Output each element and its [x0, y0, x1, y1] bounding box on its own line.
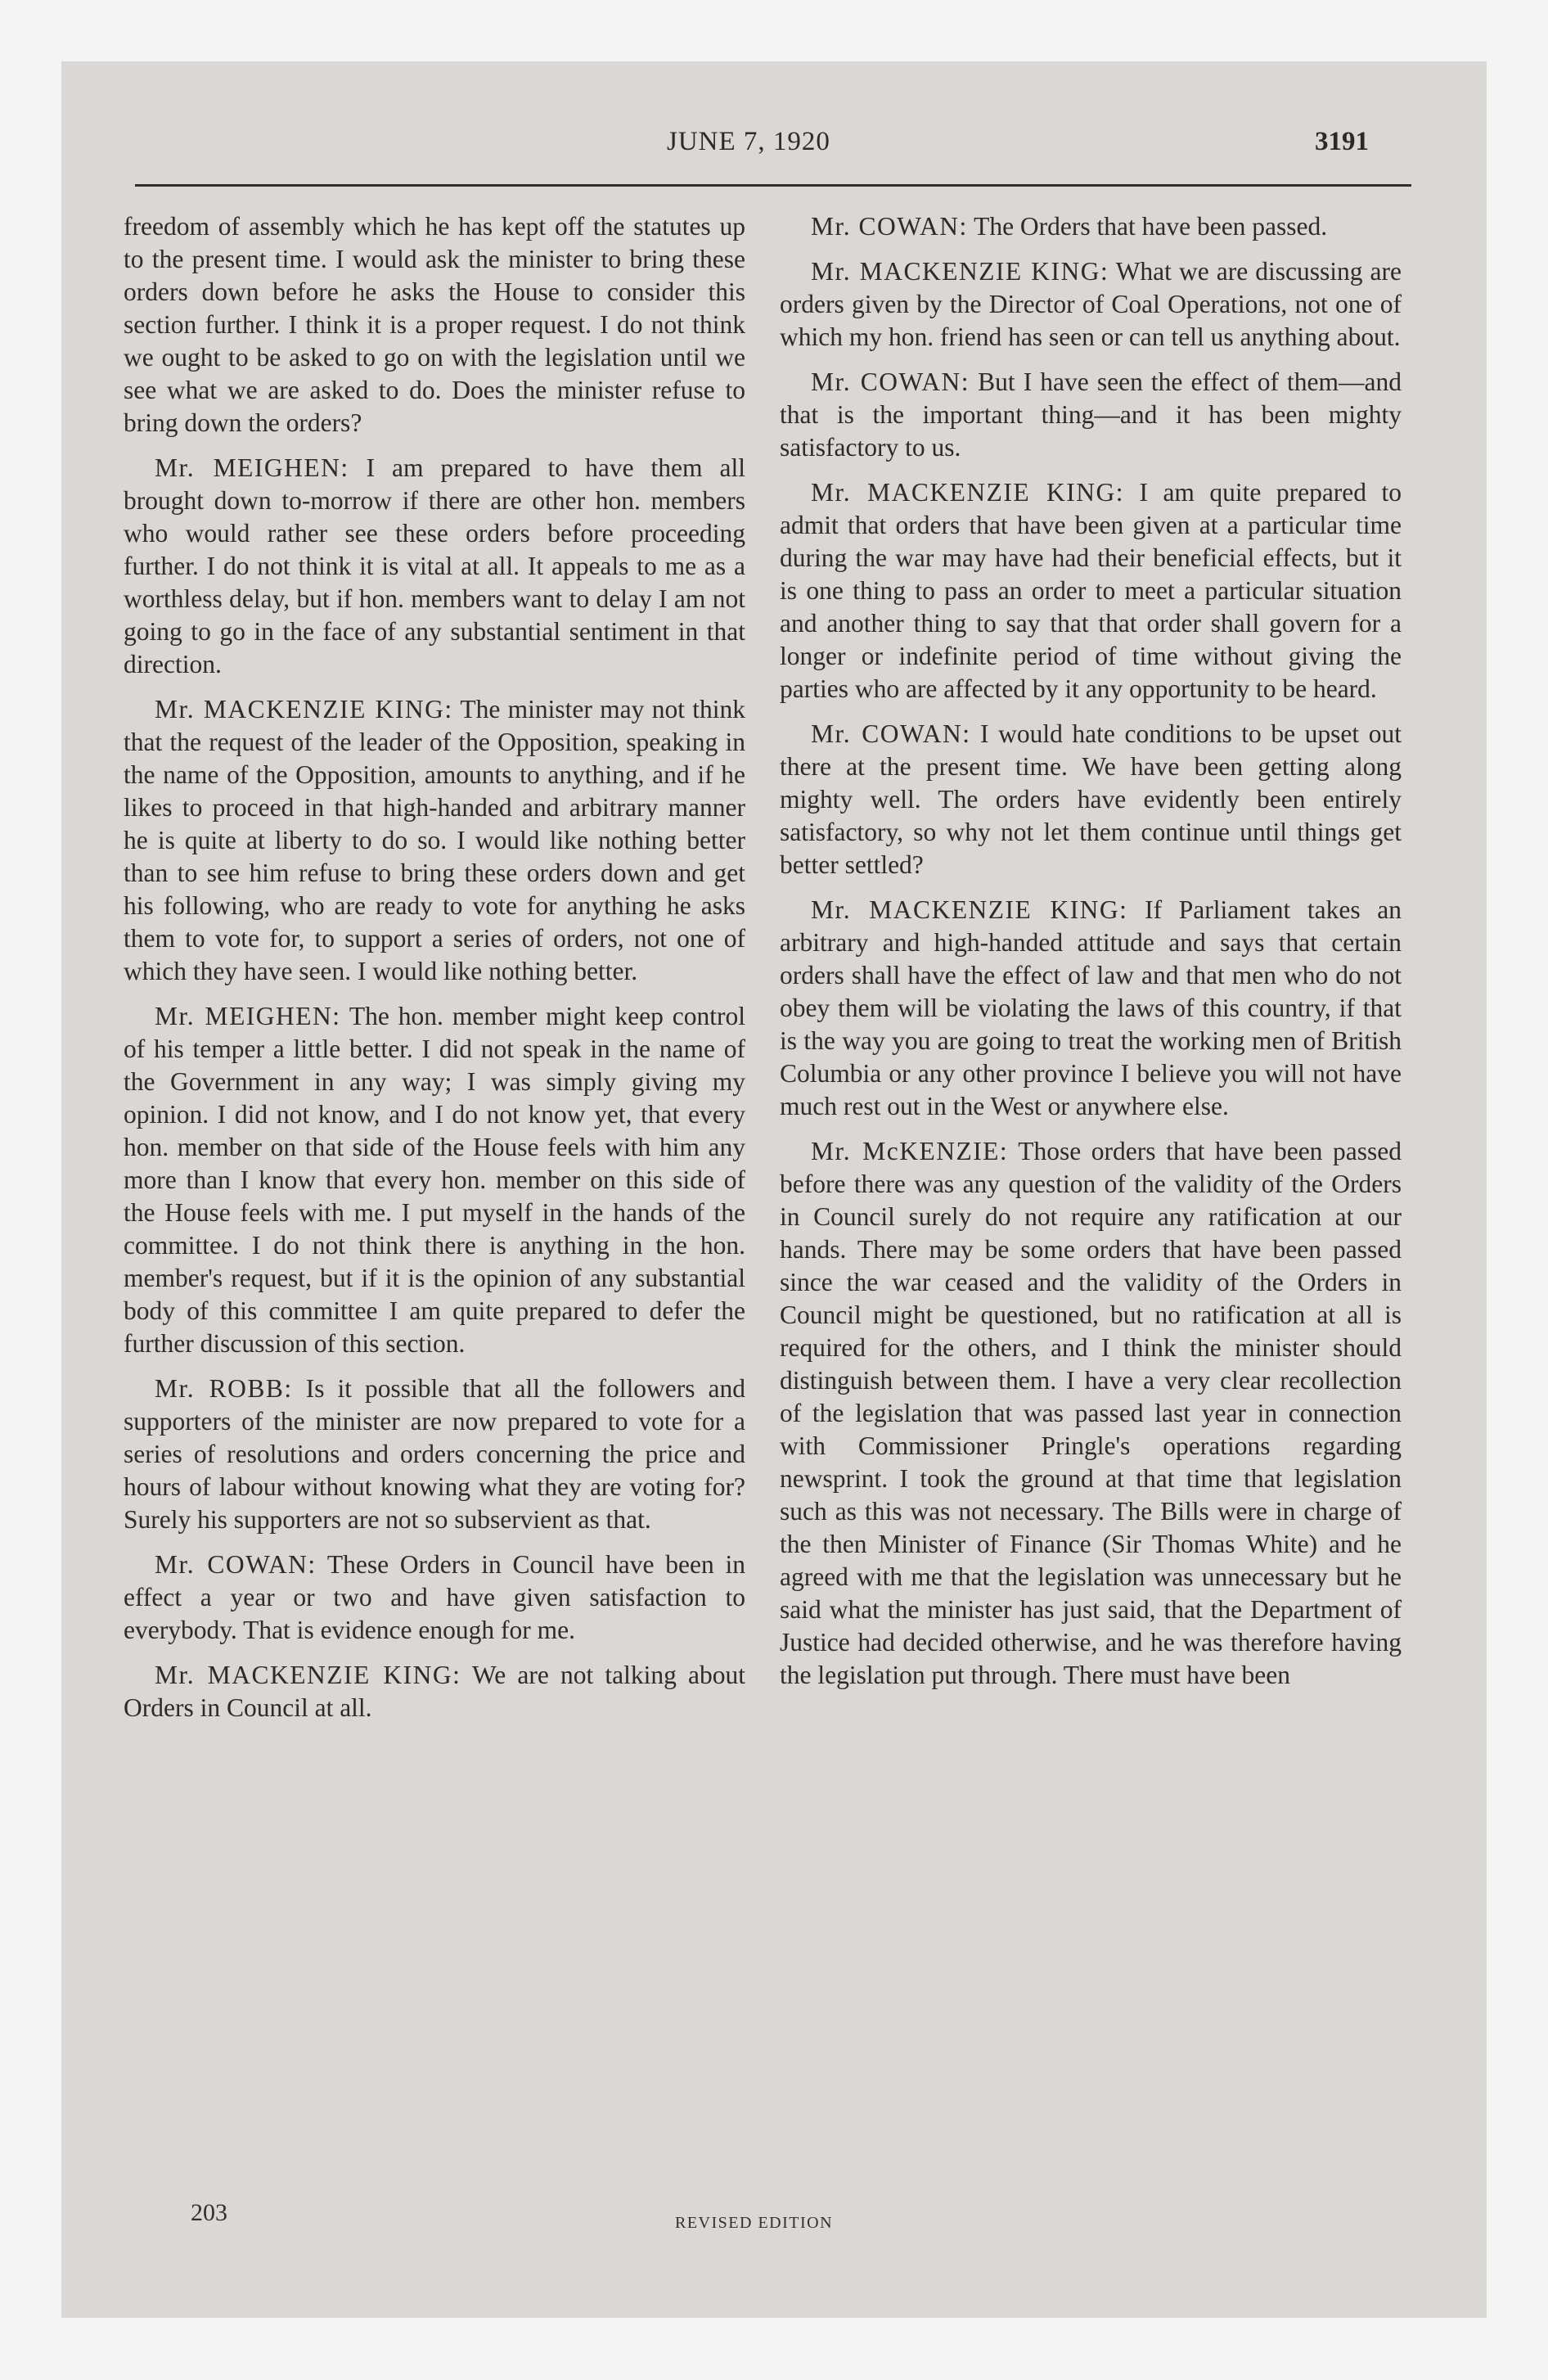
right-column: [780, 210, 1402, 1704]
header-rule: [135, 184, 1411, 187]
speaker-name: Mr. MACKENZIE KING:: [811, 257, 1109, 286]
speaker-name: Mr. COWAN:: [811, 212, 968, 241]
speaker-name: Mr. MACKENZIE KING:: [811, 895, 1128, 924]
header-page-number: 3191: [1315, 127, 1369, 156]
paragraph-text: I am prepared to have them all brought down to-morrow if there are other hon. members who would rather see these orders before proceeding further. I do not think it is vital at all. It appeals to me as a worthless delay, but if hon. members want to delay I am not going to go in the face of any substantial sentiment in that direction.: [124, 453, 745, 678]
edition-label: REVISED EDITION: [675, 2214, 834, 2232]
paragraph: [124, 1000, 745, 1360]
speaker-name: Mr. MEIGHEN:: [155, 453, 349, 482]
paragraph: [780, 476, 1402, 705]
paragraph-text: I am quite prepared to admit that orders that have been given at a particular time during the war may have had their beneficial effects, but it is one thing to pass an order to meet a particular situation and another thing to say that that order shall govern for a longer or indefinite period of time without giving the parties who are affected by it any opportunity to be heard.: [780, 478, 1402, 703]
paragraph-text: What we are discussing are orders given by the Director of Coal Operations, not one of which my hon. friend has seen or can tell us anything about.: [780, 257, 1402, 351]
speaker-name: Mr. McKENZIE:: [811, 1137, 1009, 1165]
paragraph: [124, 1373, 745, 1536]
speaker-name: Mr. MACKENZIE KING:: [155, 695, 453, 723]
speaker-name: Mr. ROBB:: [155, 1374, 293, 1403]
paragraph: [780, 718, 1402, 881]
paragraph: [780, 255, 1402, 354]
speaker-name: Mr. MACKENZIE KING:: [155, 1661, 461, 1689]
paragraph: [780, 366, 1402, 464]
paragraph-text: The hon. member might keep control of his temper a little better. I did not speak in the name of the Government in any way; I was simply giving my opinion. I did not know, and I do not know yet, that every hon. member on that side of the House feels with him any more than I know that every hon. member on this side of the House feels with me. I put myself in the hands of the committee. I do not think there is anything in the hon. member's request, but if it is the opinion of any substantial body of this committee I am quite prepared to defer the further discussion of this section.: [124, 1002, 745, 1358]
paragraph: [124, 693, 745, 988]
page-header: [61, 127, 1487, 176]
paragraph: [124, 1659, 745, 1724]
paragraph: [124, 210, 745, 439]
paragraph-text: The minister may not think that the request of the leader of the Opposition, speaking in the name of the Opposition, amounts to anything, and if he likes to proceed in that high-handed and arbitrary manner he is quite at liberty to do so. I would like nothing better than to see him refuse to bring these orders down and get his following, who are ready to vote for anything he asks them to vote for, to support a series of orders, not one of which they have seen. I would like nothing better.: [124, 695, 745, 985]
speaker-name: Mr. MEIGHEN:: [155, 1002, 341, 1030]
paragraph: [780, 1135, 1402, 1692]
speaker-name: Mr. COWAN:: [811, 367, 970, 396]
paragraph-text: The Orders that have been passed.: [974, 212, 1328, 241]
paragraph: [124, 452, 745, 681]
paragraph: [780, 894, 1402, 1123]
paragraph-text: Those orders that have been passed before there was any question of the validity of the Orders in Council surely do not require any ratification at our hands. There may be some orders that have been passed since the war ceased and the validity of the Orders in Council might be questioned, but no ratification at all is required for the others, and I think the minister should distinguish between them. I have a very clear recollection of the legislation that was passed last year in connection with Commissioner Pringle's operations regarding newsprint. I took the ground at that time that legislation such as this was not necessary. The Bills were in charge of the then Minister of Finance (Sir Thomas White) and he agreed with me that the legislation was unnecessary but he said what the minister has just said, that the Department of Justice had decided otherwise, and he was therefore having the legislation put through. There must have been: [780, 1137, 1402, 1689]
paragraph-text: These Orders in Council have been in effect a year or two and have given satisfaction to everybody. That is evidence enough for me.: [124, 1550, 745, 1644]
speaker-name: Mr. COWAN:: [811, 719, 971, 748]
header-date: JUNE 7, 1920: [667, 127, 830, 156]
paragraph-text: I would hate conditions to be upset out there at the present time. We have been getting along mighty well. The orders have evidently been entirely satisfactory, so why not let them continue until things get better settled?: [780, 719, 1402, 879]
paragraph: [780, 210, 1402, 243]
paragraph-text: Is it possible that all the followers and supporters of the minister are now prepared to vote for a series of resolutions and orders concerning the price and hours of labour without knowing what they are voting for? Surely his supporters are not so subservient as that.: [124, 1374, 745, 1534]
paragraph-text: If Parliament takes an arbitrary and high-handed attitude and says that certain orders shall have the effect of law and that men who do not obey them will be violating the laws of this country, if that is the way you are going to treat the working men of British Columbia or any other province I believe you will not have much rest out in the West or anywhere else.: [780, 895, 1402, 1120]
paragraph-text: freedom of assembly which he has kept off the statutes up to the present time. I would ask the minister to bring these orders down before he asks the House to consider this section further. I think it is a proper request. I do not think we ought to be asked to go on with the legislation until we see what we are asked to do. Does the minister refuse to bring down the orders?: [124, 212, 745, 437]
speaker-name: Mr. COWAN:: [155, 1550, 317, 1579]
document-page: [61, 61, 1487, 2318]
paragraph-text: But I have seen the effect of them—and that is the important thing—and it has been mighty satisfactory to us.: [780, 367, 1402, 462]
speaker-name: Mr. MACKENZIE KING:: [811, 478, 1125, 507]
left-column: [124, 210, 745, 1737]
signature-mark: 203: [191, 2199, 227, 2226]
paragraph-text: We are not talking about Orders in Council at all.: [124, 1661, 745, 1722]
paragraph: [124, 1548, 745, 1647]
scanned-page-border: [61, 61, 1487, 2318]
